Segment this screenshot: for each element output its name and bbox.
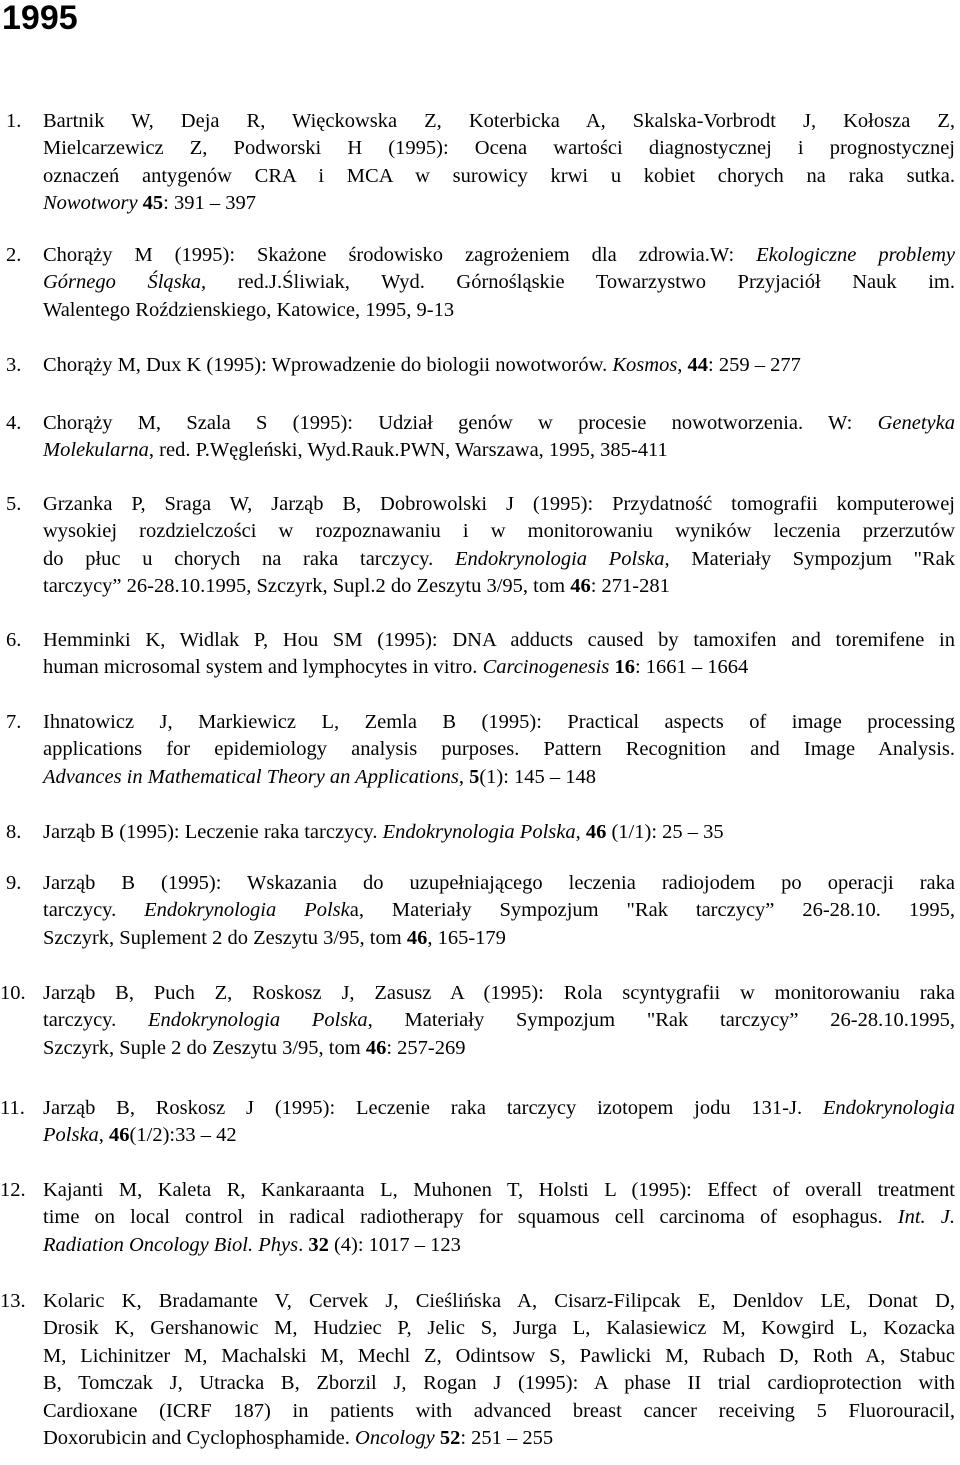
reference-text xyxy=(43,709,955,791)
reference-segment: Bartnik W, Deja R, Więckowska Z, Koterbicka A, Skalska-Vorbrodt J, Kołosza Z, xyxy=(43,110,955,132)
reference-segment: . xyxy=(298,1233,309,1256)
reference-line xyxy=(43,1425,955,1452)
reference-segment: , red. P.Węgleński, Wyd.Rauk.PWN, Warszawa, 1995, 385-411 xyxy=(148,439,668,462)
journal-title: Polska xyxy=(43,1124,99,1147)
reference-segment: : 259 – 277 xyxy=(708,354,801,376)
reference-segment: Drosik K, Gershanowic M, Hudziec P, Jelic S, Jurga L, Kalasiewicz M, Kowgird L, Kozacka xyxy=(43,1317,955,1340)
reference-line xyxy=(43,1232,955,1259)
reference-line xyxy=(43,352,955,379)
reference-segment: (1): 145 – 148 xyxy=(479,765,597,788)
reference-segment: : 391 – 397 xyxy=(163,192,256,215)
journal-title: Molekularna xyxy=(43,439,149,462)
reference-line xyxy=(43,925,955,952)
reference-segment: applications for epidemiology analysis purposes. Pattern Recognition and Image Analysis. xyxy=(43,738,955,761)
reference-segment: Szczyrk, Suplement 2 do Zeszytu 3/95, tom xyxy=(43,926,407,949)
reference-line xyxy=(43,654,955,681)
journal-title: Genetyka xyxy=(877,412,955,434)
reference-line xyxy=(43,491,955,518)
reference-segment: Cardioxane (ICRF 187) in patients with advanced breast cancer receiving 5 Fluorouracil, xyxy=(43,1399,955,1422)
reference-line xyxy=(43,1007,955,1034)
journal-title: Advances in Mathematical Theory an Applications xyxy=(43,765,459,788)
reference-number: 1. xyxy=(6,110,22,132)
reference-segment: , xyxy=(677,354,688,376)
reference-line xyxy=(43,546,955,573)
volume-number: 45 xyxy=(142,192,164,215)
reference-segment: Doxorubicin and Cyclophosphamide. xyxy=(43,1427,356,1450)
reference-segment: : 271-281 xyxy=(590,575,670,598)
volume-number: 46 xyxy=(570,575,591,598)
reference-line xyxy=(43,135,955,162)
reference-line xyxy=(43,764,955,791)
reference-line xyxy=(43,518,955,545)
reference-segment: Hemminki K, Widlak P, Hou SM (1995): DNA adducts caused by tamoxifen and toremifene in xyxy=(43,629,955,651)
reference-text xyxy=(43,819,955,846)
reference-segment: : 251 – 255 xyxy=(460,1427,554,1450)
journal-title: Kosmos xyxy=(612,354,678,376)
volume-number: 44 xyxy=(687,354,709,376)
reference-segment: Kolaric K, Bradamante V, Cervek J, Cieślińska A, Cisarz-Filipcak E, Denldov LE, Donat D, xyxy=(43,1290,955,1312)
reference-segment: Jarząb B (1995): Leczenie raka tarczycy. xyxy=(43,821,383,843)
reference-segment: time on local control in radical radiotherapy for squamous cell carcinoma of esophagus. xyxy=(43,1206,898,1229)
reference-text xyxy=(43,410,955,465)
reference-segment: Walentego Roździenskiego, Katowice, 1995, 9-13 xyxy=(43,298,455,321)
reference-segment: , xyxy=(98,1124,110,1147)
journal-title: Ekologiczne problemy xyxy=(756,244,955,266)
reference-segment: a, Materiały Sympozjum "Rak tarczycy” 26-28.10. 1995, xyxy=(349,899,955,922)
reference-line xyxy=(43,242,955,269)
reference-line xyxy=(43,627,955,654)
reference-number: 3. xyxy=(6,354,22,376)
journal-title: Endokrynologia Polska xyxy=(147,1009,368,1032)
journal-title: Endokrynologia xyxy=(822,1097,955,1119)
page-title: 1995 xyxy=(2,0,78,37)
reference-segment: tarczycy. xyxy=(43,1009,148,1032)
reference-segment: oznaczeń antygenów CRA i MCA w surowicy krwi u kobiet chorych na raka sutka. xyxy=(43,164,955,187)
reference-segment: M, Lichinitzer M, Machalski M, Mechl Z, Odintsow S, Pawlicki M, Rubach D, Roth A, Stabuc xyxy=(43,1344,955,1367)
reference-segment: (1/2):33 – 42 xyxy=(129,1124,237,1147)
reference-segment: , xyxy=(458,765,470,788)
reference-segment: tarczycy. xyxy=(43,899,145,922)
reference-line xyxy=(43,297,955,324)
reference-line xyxy=(43,897,955,924)
reference-line xyxy=(43,410,955,437)
reference-segment: (4): 1017 – 123 xyxy=(328,1233,461,1256)
reference-segment: Kajanti M, Kaleta R, Kankaraanta L, Muhonen T, Holsti L (1995): Effect of overall treatment xyxy=(43,1179,955,1201)
volume-number: 5 xyxy=(469,765,480,788)
journal-title: Górnego Śląska, xyxy=(43,271,207,294)
reference-text xyxy=(43,1095,955,1150)
reference-segment: (1/1): 25 – 35 xyxy=(606,821,724,843)
reference-segment: , Materiały Sympozjum "Rak xyxy=(664,547,955,570)
reference-segment: Chorąży M (1995): Skażone środowisko zagrożeniem dla zdrowia.W: xyxy=(43,244,757,266)
reference-segment: Ihnatowicz J, Markiewicz L, Zemla B (1995): Practical aspects of image processing xyxy=(43,711,955,733)
volume-number: 32 xyxy=(308,1233,329,1256)
reference-line xyxy=(43,709,955,736)
reference-segment: : 1661 – 1664 xyxy=(634,656,749,679)
reference-segment: Grzanka P, Sraga W, Jarząb B, Dobrowolski J (1995): Przydatność tomografii komputerowej xyxy=(43,493,955,515)
volume-number: 46 xyxy=(365,1036,387,1059)
volume-number: 46 xyxy=(109,1124,130,1147)
reference-line xyxy=(43,190,955,217)
reference-line xyxy=(43,736,955,763)
reference-number: 9. xyxy=(6,872,22,894)
reference-number: 10. xyxy=(0,982,26,1004)
reference-segment: wysokiej rozdzielczości w rozpoznawaniu i w monitorowaniu wyników leczenia przerzutów xyxy=(43,520,955,543)
reference-line xyxy=(43,1035,955,1062)
reference-segment: , xyxy=(575,821,586,843)
reference-segment: Jarząb B, Roskosz J (1995): Leczenie raka tarczycy izotopem jodu 131-J. xyxy=(43,1097,823,1119)
reference-text xyxy=(43,870,955,952)
reference-line xyxy=(43,1122,955,1149)
reference-number: 13. xyxy=(0,1290,26,1312)
reference-number: 12. xyxy=(0,1179,26,1201)
reference-line xyxy=(43,1288,955,1315)
reference-segment: Jarząb B, Puch Z, Roskosz J, Zasusz A (1995): Rola scyntygrafii w monitorowaniu raka xyxy=(43,982,955,1004)
reference-number: 4. xyxy=(6,412,22,434)
reference-line xyxy=(43,1398,955,1425)
reference-number: 11. xyxy=(0,1097,25,1119)
reference-segment: Mielcarzewicz Z, Podworski H (1995): Ocena wartości diagnostycznej i prognostycznej xyxy=(43,137,955,160)
reference-line xyxy=(43,269,955,296)
reference-line xyxy=(43,1204,955,1231)
reference-number: 6. xyxy=(6,629,22,651)
reference-segment: B, Tomczak J, Utracka B, Zborzil J, Rogan J (1995): A phase II trial cardioprotection with xyxy=(43,1372,955,1395)
reference-text xyxy=(43,491,955,601)
journal-title: Nowotwory xyxy=(43,192,143,215)
reference-number: 7. xyxy=(6,711,22,733)
journal-title: Endokrynologia Polsk xyxy=(144,899,350,922)
journal-title: Oncology xyxy=(355,1427,435,1450)
reference-line xyxy=(43,1343,955,1370)
reference-segment: do płuc u chorych na raka tarczycy. xyxy=(43,547,455,570)
reference-line xyxy=(43,1315,955,1342)
reference-number: 2. xyxy=(6,244,22,266)
reference-text xyxy=(43,352,955,379)
reference-text xyxy=(43,242,955,324)
reference-segment: Jarząb B (1995): Wskazania do uzupełniającego leczenia radiojodem po operacji raka xyxy=(43,872,955,894)
journal-title: Int. J. xyxy=(897,1206,955,1229)
reference-line xyxy=(43,1177,955,1204)
reference-line xyxy=(43,573,955,600)
reference-number: 8. xyxy=(6,821,22,843)
reference-segment: human microsomal system and lymphocytes in vitro. xyxy=(43,656,483,679)
reference-segment: , Materiały Sympozjum "Rak tarczycy” 26-28.10.1995, xyxy=(367,1009,955,1032)
reference-text xyxy=(43,1177,955,1259)
reference-segment: Chorąży M, Dux K (1995): Wprowadzenie do biologii nowotworów. xyxy=(43,354,613,376)
reference-text xyxy=(43,627,955,682)
reference-line xyxy=(43,108,955,135)
journal-title: Radiation Oncology Biol. Phys xyxy=(43,1233,299,1256)
reference-text xyxy=(43,980,955,1062)
volume-number: 46 xyxy=(406,926,428,949)
reference-line xyxy=(43,870,955,897)
reference-line xyxy=(43,980,955,1007)
journal-title: Carcinogenesis xyxy=(482,656,610,679)
volume-number: 52 xyxy=(439,1427,461,1450)
reference-number: 5. xyxy=(6,493,22,515)
reference-line xyxy=(43,819,955,846)
reference-line xyxy=(43,1095,955,1122)
reference-line xyxy=(43,163,955,190)
reference-segment: Chorąży M, Szala S (1995): Udział genów w procesie nowotworzenia. W: xyxy=(43,412,878,434)
volume-number: 16 xyxy=(614,656,635,679)
reference-line xyxy=(43,1370,955,1397)
reference-segment: tarczycy” 26-28.10.1995, Szczyrk, Supl.2 do Zeszytu 3/95, tom xyxy=(43,575,571,598)
reference-text xyxy=(43,1288,955,1452)
volume-number: 46 xyxy=(585,821,607,843)
reference-segment: Szczyrk, Suple 2 do Zeszytu 3/95, tom xyxy=(43,1036,366,1059)
reference-segment: red.J.Śliwiak, Wyd. Górnośląskie Towarzystwo Przyjaciół Nauk im. xyxy=(206,271,956,294)
journal-title: Endokrynologia Polska xyxy=(382,821,576,843)
journal-title: Endokrynologia Polska xyxy=(454,547,665,570)
reference-segment: , 165-179 xyxy=(427,926,506,949)
reference-line xyxy=(43,437,955,464)
reference-segment: : 257-269 xyxy=(386,1036,466,1059)
reference-text xyxy=(43,108,955,218)
